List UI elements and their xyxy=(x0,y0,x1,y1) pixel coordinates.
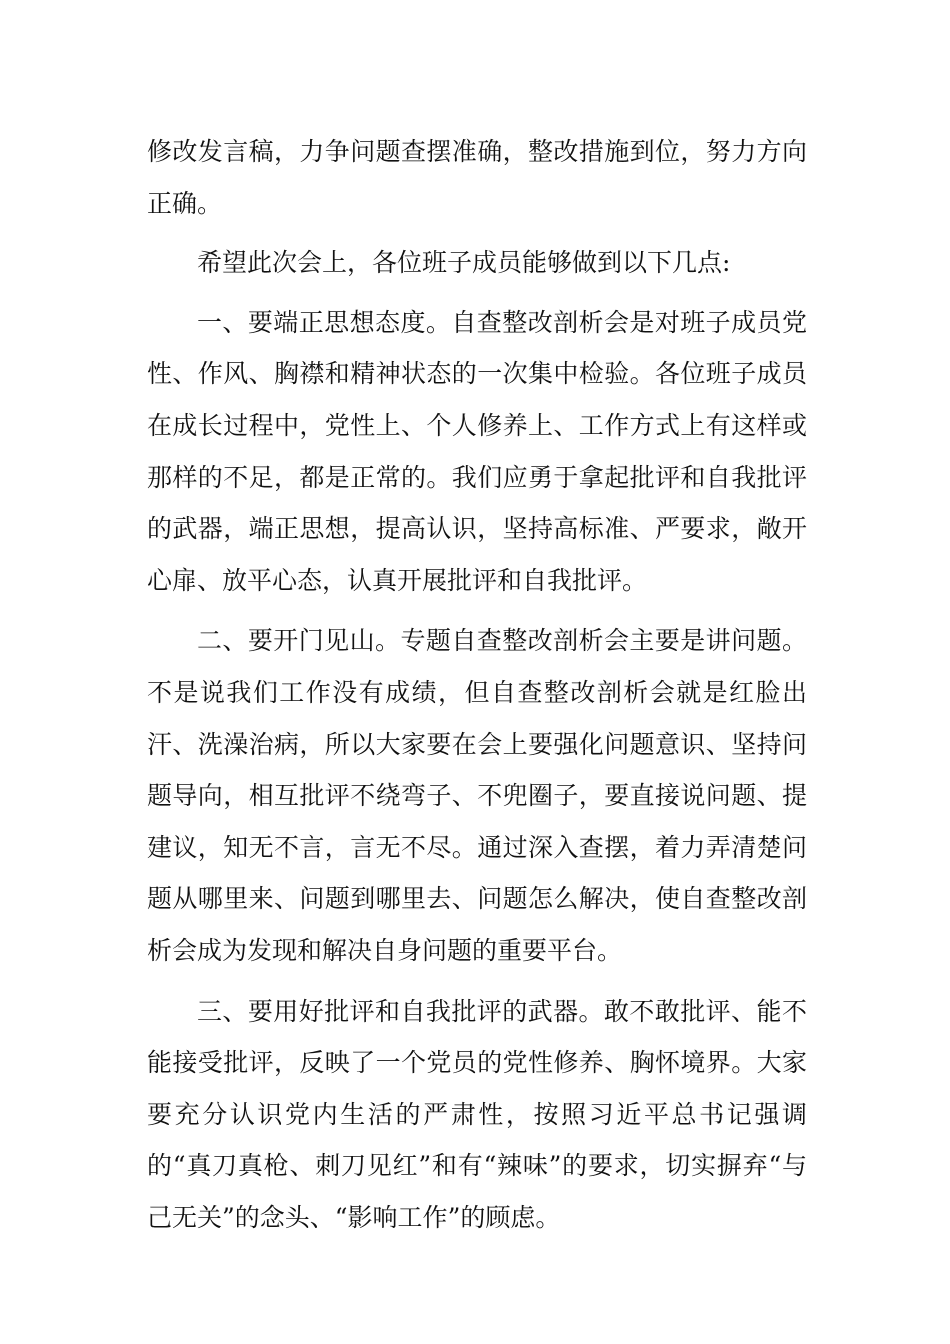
paragraph-point-three: 三、要用好批评和自我批评的武器。敢不敢批评、能不能接受批评，反映了一个党员的党性修养、胸怀境界。大家要充分认识党内生活的严肃性，按照习近平总书记强调的“真刀真枪、刺刀见红”和有“辣味”的要求，切实摒弃“与己无关”的念头、“影响工作”的顾虑。 xyxy=(147,996,807,1232)
document-body xyxy=(147,126,807,1243)
paragraph-intro: 希望此次会上，各位班子成员能够做到以下几点: xyxy=(197,248,731,278)
paragraph-point-one: 一、要端正思想态度。自查整改剖析会是对班子成员党性、作风、胸襟和精神状态的一次集中检验。各位班子成员在成长过程中，党性上、个人修养上、工作方式上有这样或那样的不足，都是正常的。我们应勇于拿起批评和自我批评的武器，端正思想，提高认识，坚持高标准、严要求，敞开心扉、放平心态，认真开展批评和自我批评。 xyxy=(147,307,807,595)
paragraph-continuation: 修改发言稿，力争问题查摆准确，整改措施到位，努力方向正确。 xyxy=(147,137,807,218)
paragraph-point-two: 二、要开门见山。专题自查整改剖析会主要是讲问题。不是说我们工作没有成绩，但自查整改剖析会就是红脸出汗、洗澡治病，所以大家要在会上要强化问题意识、坚持问题导向，相互批评不绕弯子、不兜圈子，要直接说问题、提建议，知无不言，言无不尽。通过深入查摆，着力弄清楚问题从哪里来、问题到哪里去、问题怎么解决，使自查整改剖析会成为发现和解决自身问题的重要平台。 xyxy=(147,626,807,965)
